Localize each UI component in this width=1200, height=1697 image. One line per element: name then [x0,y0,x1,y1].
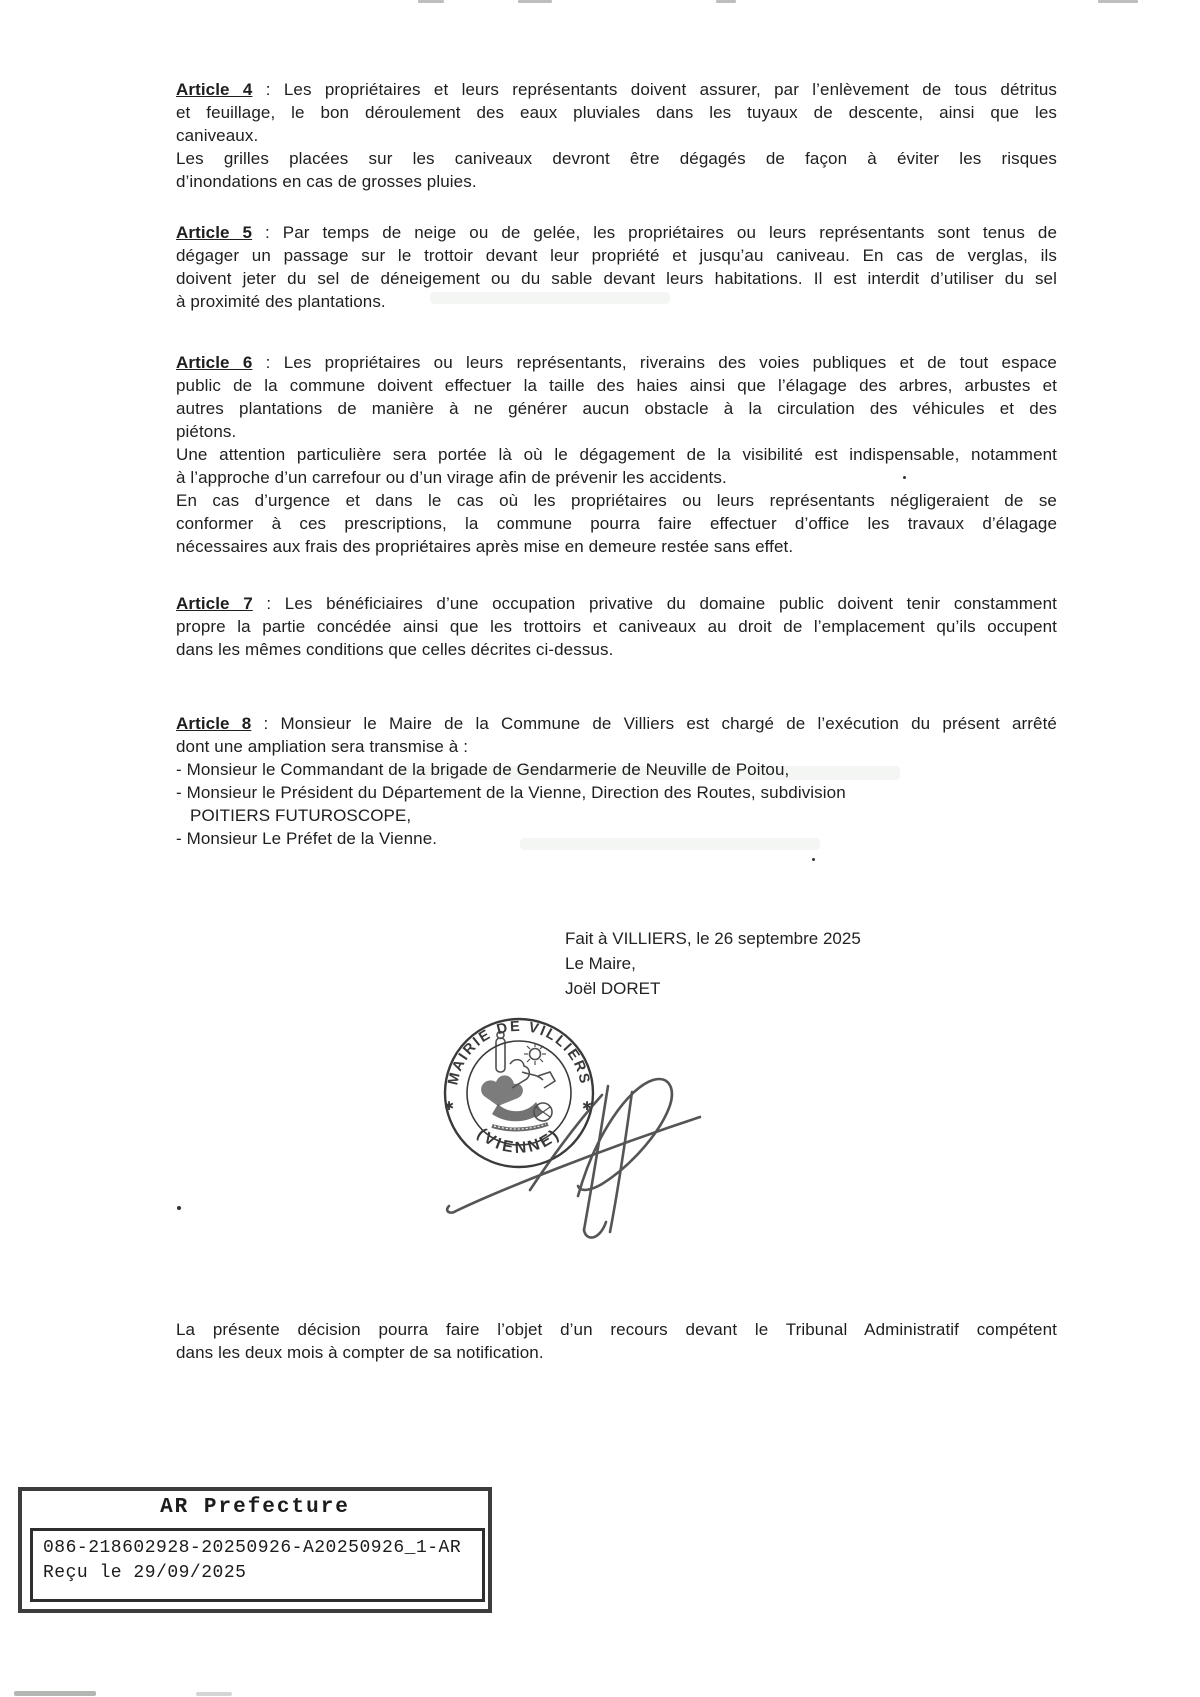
text-line: à l’approche d’un carrefour ou d’un virage afin de prévenir les accidents. [176,468,727,487]
text-line: caniveaux. [176,126,259,145]
text-line: public de la commune doivent effectuer la taille des haies ainsi que l’élagage des arbres, arbustes et [176,376,1057,395]
scan-artifact [518,0,552,3]
text-line: piétons. [176,422,237,441]
signatory-name: Joël DORET [565,979,661,998]
stamp-ring-top-text: MAIRIE DE VILLIERS [445,1018,593,1087]
article-label: Article 4 [176,80,253,99]
text-line: La présente décision pourra faire l’objet d’un recours devant le Tribunal Administratif compétent [176,1320,1057,1339]
ar-prefecture-box [18,1487,492,1613]
text-line: - Monsieur Le Préfet de la Vienne. [176,829,438,848]
appeal-notice [176,1318,1057,1364]
article-label: Article 8 [176,714,252,733]
ar-box-title: AR Prefecture [160,1496,350,1519]
text-line: Article 6 : Les propriétaires ou leurs représentants, riverains des voies publiques et de tout espace [176,353,1057,372]
stamp-and-signature-area [370,1000,750,1260]
text-line: dans les deux mois à compter de sa notification. [176,1343,544,1362]
text-line: propre la partie concédée ainsi que les trottoirs et caniveaux au droit de l’emplacement qu’ils occupent [176,617,1057,636]
text-line: POITIERS FUTUROSCOPE, [190,806,412,825]
text-line: doivent jeter du sel de déneigement ou du sable devant leurs habitations. Il est interdit d’utiliser du sel [176,269,1057,288]
text-line: Article 5 : Par temps de neige ou de gelée, les propriétaires ou leurs représentants sont tenus de [176,223,1057,242]
scan-artifact [177,1206,181,1210]
text-line: autres plantations de manière à ne générer aucun obstacle à la circulation des véhicules et des [176,399,1057,418]
article-8-paragraph [176,712,1057,850]
scan-artifact [812,858,815,861]
text-line: Une attention particulière sera portée là où le dégagement de la visibilité est indispensable, notamment [176,445,1057,464]
article-6-paragraph [176,351,1057,558]
text-line: nécessaires aux frais des propriétaires après mise en demeure restée sans effet. [176,537,794,556]
stamp-signature-svg [370,1000,750,1260]
text-line: et feuillage, le bon déroulement des eaux pluviales dans les tuyaux de descente, ainsi que les [176,103,1057,122]
ar-box-inner [30,1528,485,1602]
svg-text:MAIRIE DE VILLIERS [445,1019,592,1087]
ar-reference-number: 086-218602928-20250926-A20250926_1-AR [43,1538,462,1558]
text-line: Article 8 : Monsieur le Maire de la Commune de Villiers est chargé de l’exécution du présent arrêté [176,714,1057,733]
text-line: à proximité des plantations. [176,292,386,311]
stamp-star-left-icon: ✱ [444,1099,455,1113]
signatory-title: Le Maire, [565,954,636,973]
scan-artifact [1098,0,1138,3]
ar-received-date: Reçu le 29/09/2025 [43,1563,247,1583]
text-line: dans les mêmes conditions que celles décrites ci-dessus. [176,640,614,659]
stamp-star-right-icon: ✱ [582,1099,593,1113]
article-label: Article 7 [176,594,253,613]
article-4-paragraph [176,78,1057,193]
text-line: Article 7 : Les bénéficiaires d’une occupation privative du domaine public doivent tenir constamment [176,594,1057,613]
text-line: d’inondations en cas de grosses pluies. [176,172,477,191]
article-label: Article 5 [176,223,253,242]
scan-artifact [14,1691,96,1696]
stamp-ring-bottom-text: (VIENNE) [473,1125,565,1157]
text-line: conformer à ces prescriptions, la commune pourra faire effectuer d’office les travaux d’élagage [176,514,1057,533]
closing-block [565,926,861,1001]
article-5-paragraph [176,221,1057,313]
article-7-paragraph [176,592,1057,661]
text-line: - Monsieur le Commandant de la brigade de Gendarmerie de Neuville de Poitou, [176,760,790,779]
place-date-line: Fait à VILLIERS, le 26 septembre 2025 [565,929,861,948]
article-label: Article 6 [176,353,253,372]
text-line: dégager un passage sur le trottoir devant leur propriété et jusqu’au caniveau. En cas de verglas, ils [176,246,1057,265]
text-line: dont une ampliation sera transmise à : [176,737,469,756]
text-line: En cas d’urgence et dans le cas où les propriétaires ou leurs représentants négligeraient de se [176,491,1057,510]
scan-artifact [196,1692,232,1696]
text-line: Article 4 : Les propriétaires et leurs représentants doivent assurer, par l’enlèvement de tous détritus [176,80,1057,99]
scan-artifact [716,0,736,3]
stamp-emblem-icon [481,1032,555,1130]
scan-artifact [418,0,444,3]
text-line: Les grilles placées sur les caniveaux devront être dégagés de façon à éviter les risques [176,149,1057,168]
text-line: - Monsieur le Président du Département de la Vienne, Direction des Routes, subdivision [176,783,846,802]
